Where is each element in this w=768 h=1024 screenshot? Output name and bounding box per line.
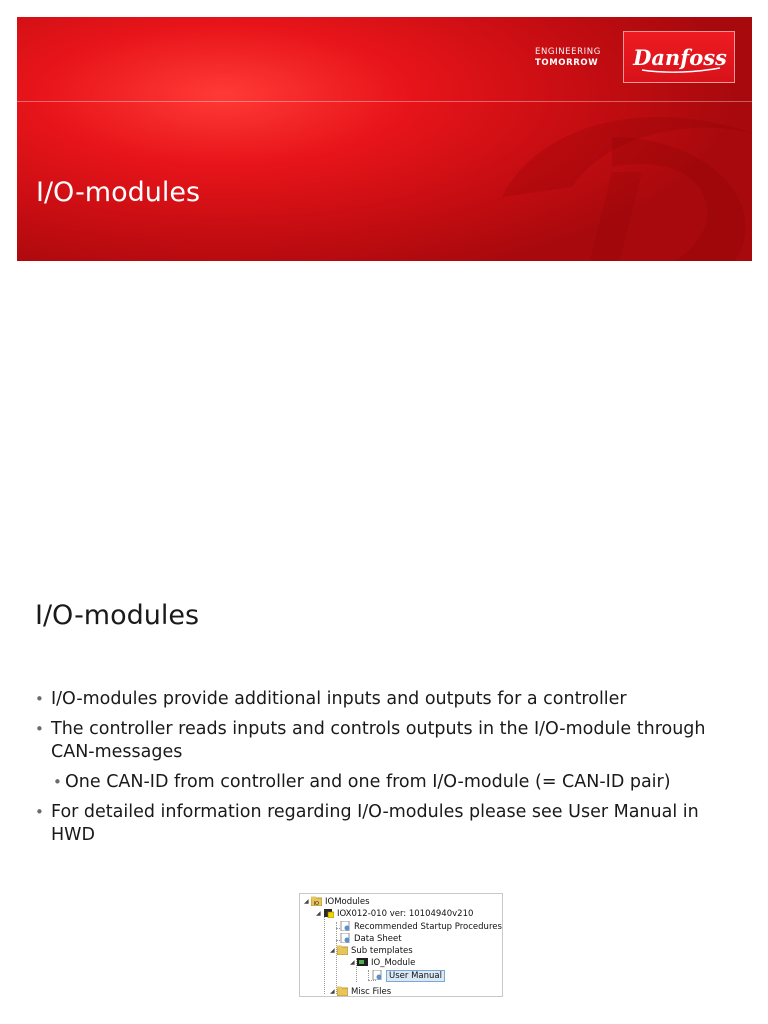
tagline-line1: ENGINEERING <box>535 47 601 57</box>
tree-node-io-module[interactable]: ◢ IO_Module <box>350 958 416 968</box>
danfoss-logo <box>623 31 735 83</box>
sub-bullet-item: • One CAN-ID from controller and one from I/O-module (= CAN-ID pair) <box>53 771 735 794</box>
folder-icon <box>337 945 348 955</box>
template-icon <box>357 957 368 967</box>
document-icon <box>340 933 351 943</box>
content-slide-title: I/O-modules <box>35 600 200 631</box>
tagline <box>535 47 625 69</box>
tagline-line2: TOMORROW <box>535 58 599 68</box>
hwd-tree-view <box>299 893 503 997</box>
document-icon <box>340 921 351 931</box>
tree-node-root[interactable]: ◢ IO IOModules <box>304 897 370 907</box>
bullet-item: • I/O-modules provide additional inputs and outputs for a controller <box>35 688 735 711</box>
title-slide <box>17 17 752 261</box>
svg-text:IO: IO <box>313 901 319 906</box>
folder-icon <box>337 986 348 996</box>
tree-node-misc[interactable]: ◢ Misc Files <box>330 987 392 997</box>
tree-node-datasheet[interactable]: Data Sheet <box>340 933 402 945</box>
tree-node-startup[interactable]: Recommended Startup Procedures <box>340 921 502 933</box>
document-icon <box>372 970 383 980</box>
tree-node-user-manual[interactable]: User Manual <box>372 970 445 982</box>
bullet-item: • For detailed information regarding I/O-modules please see User Manual in HWD <box>35 801 735 847</box>
tree-node-subtemplates[interactable]: ◢ Sub templates <box>330 946 413 956</box>
svg-text:Danfoss: Danfoss <box>633 45 727 70</box>
tree-node-module[interactable]: ◢ IOX012-010 ver: 10104940v210 <box>316 909 474 919</box>
slide-title: I/O-modules <box>36 177 201 208</box>
header-divider <box>17 101 752 102</box>
bullet-item: • The controller reads inputs and controls outputs in the I/O-module through CAN-messages <box>35 718 735 764</box>
folder-icon <box>311 896 322 906</box>
bullet-list <box>35 688 735 854</box>
danfoss-watermark-icon <box>462 77 752 261</box>
danfoss-logo-icon <box>628 38 732 78</box>
module-icon <box>323 908 334 918</box>
